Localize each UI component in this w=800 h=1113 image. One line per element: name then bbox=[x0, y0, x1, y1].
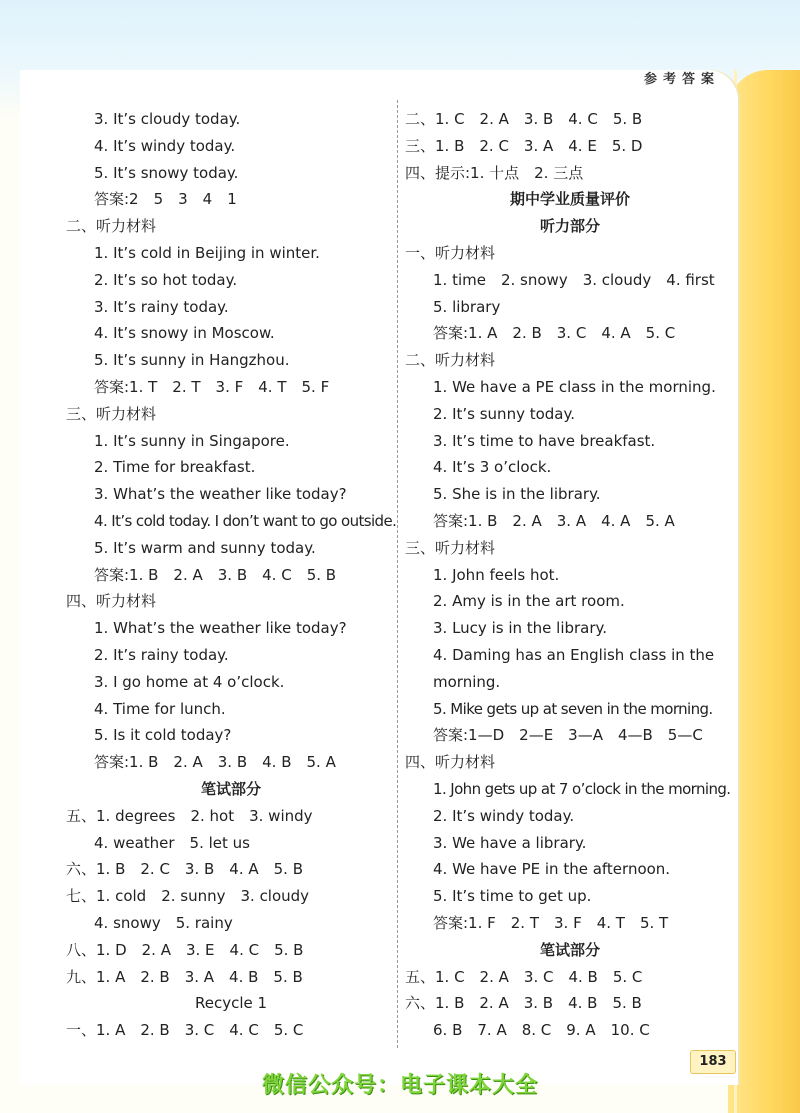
right-column-line: 4. Daming has an English class in the bbox=[433, 645, 715, 664]
left-column-line: 4. Time for lunch. bbox=[94, 699, 226, 718]
left-column-line: 1. It’s cold in Beijing in winter. bbox=[94, 243, 320, 262]
left-column-line: 2. Time for breakfast. bbox=[94, 458, 256, 477]
right-column bbox=[405, 106, 735, 1044]
right-column-line: 4. It’s 3 o’clock. bbox=[433, 458, 552, 477]
right-column-line: 一、听力材料 bbox=[405, 243, 496, 262]
right-column-line: 5. It’s time to get up. bbox=[433, 887, 592, 906]
left-column-line: 2. It’s rainy today. bbox=[94, 645, 229, 664]
right-column-line: 4. We have PE in the afternoon. bbox=[433, 860, 671, 879]
left-column-line: 1. What’s the weather like today? bbox=[94, 619, 347, 638]
left-column-line: 2. It’s so hot today. bbox=[94, 270, 238, 289]
right-column-line: 三、听力材料 bbox=[405, 538, 496, 557]
left-column-line: 二、听力材料 bbox=[66, 217, 157, 236]
left-column-line: Recycle 1 bbox=[194, 994, 268, 1013]
left-column-line: 4. weather 5. let us bbox=[94, 833, 250, 852]
left-column bbox=[66, 106, 396, 1044]
right-column-line: 期中学业质量评价 bbox=[509, 190, 630, 209]
left-column-line: 4. It’s snowy in Moscow. bbox=[94, 324, 275, 343]
right-column-line: 1. John feels hot. bbox=[433, 565, 560, 584]
left-column-line: 1. It’s sunny in Singapore. bbox=[94, 431, 290, 450]
left-column-line: 答案:1. B 2. A 3. B 4. B 5. A bbox=[94, 753, 336, 772]
right-column-line: 四、提示:1. 十点 2. 三点 bbox=[405, 163, 584, 182]
left-column-line: 七、1. cold 2. sunny 3. cloudy bbox=[66, 887, 310, 906]
left-column-line: 六、1. B 2. C 3. B 4. A 5. B bbox=[66, 860, 304, 879]
left-column-line: 4. snowy 5. rainy bbox=[94, 913, 233, 932]
page-number: 183 bbox=[690, 1050, 736, 1074]
left-column-line: 3. I go home at 4 o’clock. bbox=[94, 672, 285, 691]
page-header-label: 参考答案 bbox=[643, 72, 720, 87]
right-column-line: 三、1. B 2. C 3. A 4. E 5. D bbox=[405, 136, 643, 155]
left-column-line: 答案:1. B 2. A 3. B 4. C 5. B bbox=[94, 565, 337, 584]
left-column-line: 答案:2 5 3 4 1 bbox=[94, 190, 237, 209]
left-column-line: 一、1. A 2. B 3. C 4. C 5. C bbox=[66, 1021, 304, 1040]
column-divider bbox=[397, 100, 398, 1048]
right-book-edge bbox=[728, 70, 800, 1113]
left-column-line: 3. It’s cloudy today. bbox=[94, 110, 241, 128]
right-column-line: 二、听力材料 bbox=[405, 351, 496, 370]
right-column-line: 答案:1. A 2. B 3. C 4. A 5. C bbox=[433, 324, 676, 343]
right-column-line: 3. It’s time to have breakfast. bbox=[433, 431, 656, 450]
right-column-line: 四、听力材料 bbox=[405, 753, 496, 772]
right-column-line: 5. library bbox=[433, 297, 501, 316]
left-column-line: 笔试部分 bbox=[200, 779, 261, 798]
right-column-line: 5. She is in the library. bbox=[433, 485, 601, 504]
right-column-line: 1. John gets up at 7 o’clock in the morning. bbox=[433, 779, 731, 798]
left-column-line: 答案:1. T 2. T 3. F 4. T 5. F bbox=[94, 377, 330, 396]
left-column-line: 五、1. degrees 2. hot 3. windy bbox=[66, 806, 313, 825]
right-column-line: 笔试部分 bbox=[539, 940, 600, 959]
right-column-line: 5. Mike gets up at seven in the morning. bbox=[433, 699, 713, 718]
right-column-line: 2. Amy is in the art room. bbox=[433, 592, 625, 611]
left-column-line: 八、1. D 2. A 3. E 4. C 5. B bbox=[66, 940, 304, 959]
left-column-line: 4. It’s windy today. bbox=[94, 136, 236, 155]
right-column-line: 1. We have a PE class in the morning. bbox=[433, 377, 716, 396]
left-column-line: 5. It’s sunny in Hangzhou. bbox=[94, 351, 290, 370]
right-column-line: 2. It’s sunny today. bbox=[433, 404, 575, 423]
left-column-line: 三、听力材料 bbox=[66, 404, 157, 423]
right-column-line: 答案:1—D 2—E 3—A 4—B 5—C bbox=[433, 726, 703, 745]
right-column-line: 五、1. C 2. A 3. C 4. B 5. C bbox=[405, 967, 643, 986]
left-column-line: 3. It’s rainy today. bbox=[94, 297, 229, 316]
right-column-line: 答案:1. F 2. T 3. F 4. T 5. T bbox=[433, 913, 669, 932]
right-column-line: 1. time 2. snowy 3. cloudy 4. first bbox=[433, 270, 715, 289]
left-column-line: 九、1. A 2. B 3. A 4. B 5. B bbox=[66, 967, 303, 986]
left-column-line: 5. It’s warm and sunny today. bbox=[94, 538, 316, 557]
right-column-line: 3. We have a library. bbox=[433, 833, 587, 852]
left-column-line: 5. It’s snowy today. bbox=[94, 163, 239, 182]
right-column-line: 六、1. B 2. A 3. B 4. B 5. B bbox=[405, 994, 642, 1013]
right-column-line: 6. B 7. A 8. C 9. A 10. C bbox=[433, 1021, 650, 1040]
watermark-text: 微信公众号：电子课本大全 bbox=[261, 1073, 538, 1098]
right-column-line: 2. It’s windy today. bbox=[433, 806, 575, 825]
right-column-line: 二、1. C 2. A 3. B 4. C 5. B bbox=[405, 110, 643, 128]
right-column-line: 听力部分 bbox=[539, 217, 600, 236]
right-column-line: 3. Lucy is in the library. bbox=[433, 619, 608, 638]
left-column-line: 3. What’s the weather like today? bbox=[94, 485, 347, 504]
right-column-line: 答案:1. B 2. A 3. A 4. A 5. A bbox=[433, 511, 675, 530]
left-column-line: 四、听力材料 bbox=[66, 592, 157, 611]
left-column-line: 5. Is it cold today? bbox=[94, 726, 232, 745]
right-column-line: morning. bbox=[433, 672, 501, 691]
left-column-line: 4. It’s cold today. I don’t want to go outside. bbox=[94, 511, 397, 530]
